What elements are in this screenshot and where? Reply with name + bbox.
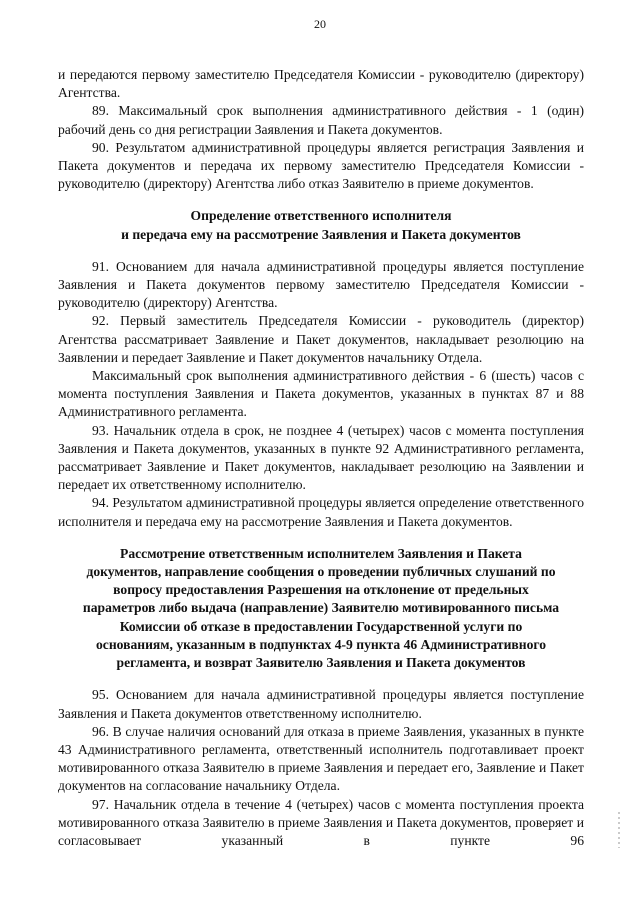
- paragraph-89: 89. Максимальный срок выполнения административного действия - 1 (один) рабочий день со дня регистрации Заявления и Пакета документов.: [58, 103, 584, 137]
- paragraph-91: 91. Основанием для начала административной процедуры является поступление Заявления и Пакета документов первому заместителю Председателя Комиссии - руководителю (директору) Агентства.: [58, 258, 584, 311]
- heading-2-line-3: вопросу предоставления Разрешения на отклонение от предельных: [113, 582, 529, 598]
- paragraph-90: 90. Результатом административной процедуры является регистрация Заявления и Пакета документов и передача их первому заместителю Председателя Комиссии - руководителю (директору) Агентства либо отказ Заявителю в приеме документов.: [58, 139, 584, 192]
- scan-edge-mark: [618, 812, 620, 848]
- paragraph-96: 96. В случае наличия оснований для отказа в приеме Заявления, указанных в пункте 43 Административного регламента, ответственный исполнитель подготавливает проект мотивированного отказа Заявителю в приеме Заявления и передает его, Заявление и Пакет документов на согласование начальнику Отдела.: [58, 723, 584, 794]
- section-heading-responsible-executor: [58, 207, 584, 243]
- paragraph-92-deadline: Максимальный срок выполнения административного действия - 6 (шесть) часов с момента поступления Заявления и Пакета документов, указанных в пунктах 87 и 88 Административного регламента.: [58, 368, 584, 420]
- heading-2-line-7: регламента, и возврат Заявителю Заявления и Пакета документов: [116, 655, 526, 671]
- page-number: 20: [314, 17, 326, 31]
- paragraph-94: 94. Результатом административной процедуры является определение ответственного исполнителя и передача ему на рассмотрение Заявления и Пакета документов.: [58, 495, 584, 529]
- paragraph-92: 92. Первый заместитель Председателя Комиссии - руководитель (директор) Агентства рассматривает Заявление и Пакет документов, накладывает резолюцию на Заявлении и передает Заявление и Пакет документов начальнику Отдела.: [58, 313, 584, 365]
- heading-2-line-6: основаниям, указанным в подпунктах 4-9 пункта 46 Административного: [95, 636, 547, 652]
- heading-2-line-5: Комиссии об отказе в предоставлении Государственной услуги по: [119, 618, 523, 634]
- heading-2-line-1: Рассмотрение ответственным исполнителем Заявления и Пакета: [120, 545, 522, 561]
- heading-2-line-2: документов, направление сообщения о проведении публичных слушаний по: [86, 564, 556, 580]
- paragraph-97: 97. Начальник отдела в течение 4 (четырех) часов с момента поступления проекта мотивированного отказа Заявителю в приеме Заявления и Пакета документов, проверяет и согласовывает указанный в пункте 96: [58, 796, 584, 848]
- document-body: [58, 66, 584, 850]
- paragraph-95: 95. Основанием для начала административной процедуры является поступление Заявления и Пакета документов ответственному исполнителю.: [58, 687, 584, 721]
- section-heading-review-by-executor: [58, 545, 584, 672]
- heading-1-line-1: Определение ответственного исполнителя: [190, 208, 452, 224]
- paragraph-continuation-88: и передаются первому заместителю Председателя Комиссии - руководителю (директору) Агентства.: [58, 67, 584, 101]
- heading-2-line-4: параметров либо выдача (направление) Заявителю мотивированного письма: [82, 600, 560, 616]
- paragraph-93: 93. Начальник отдела в срок, не позднее 4 (четырех) часов с момента поступления Заявления и Пакета документов, указанных в пункте 92 Административного регламента, рассматривает Заявление и Пакет документов, накладывает резолюцию на Заявлении и передает их ответственному исполнителю.: [58, 422, 584, 493]
- heading-1-line-2: и передача ему на рассмотрение Заявления и Пакета документов: [121, 226, 521, 242]
